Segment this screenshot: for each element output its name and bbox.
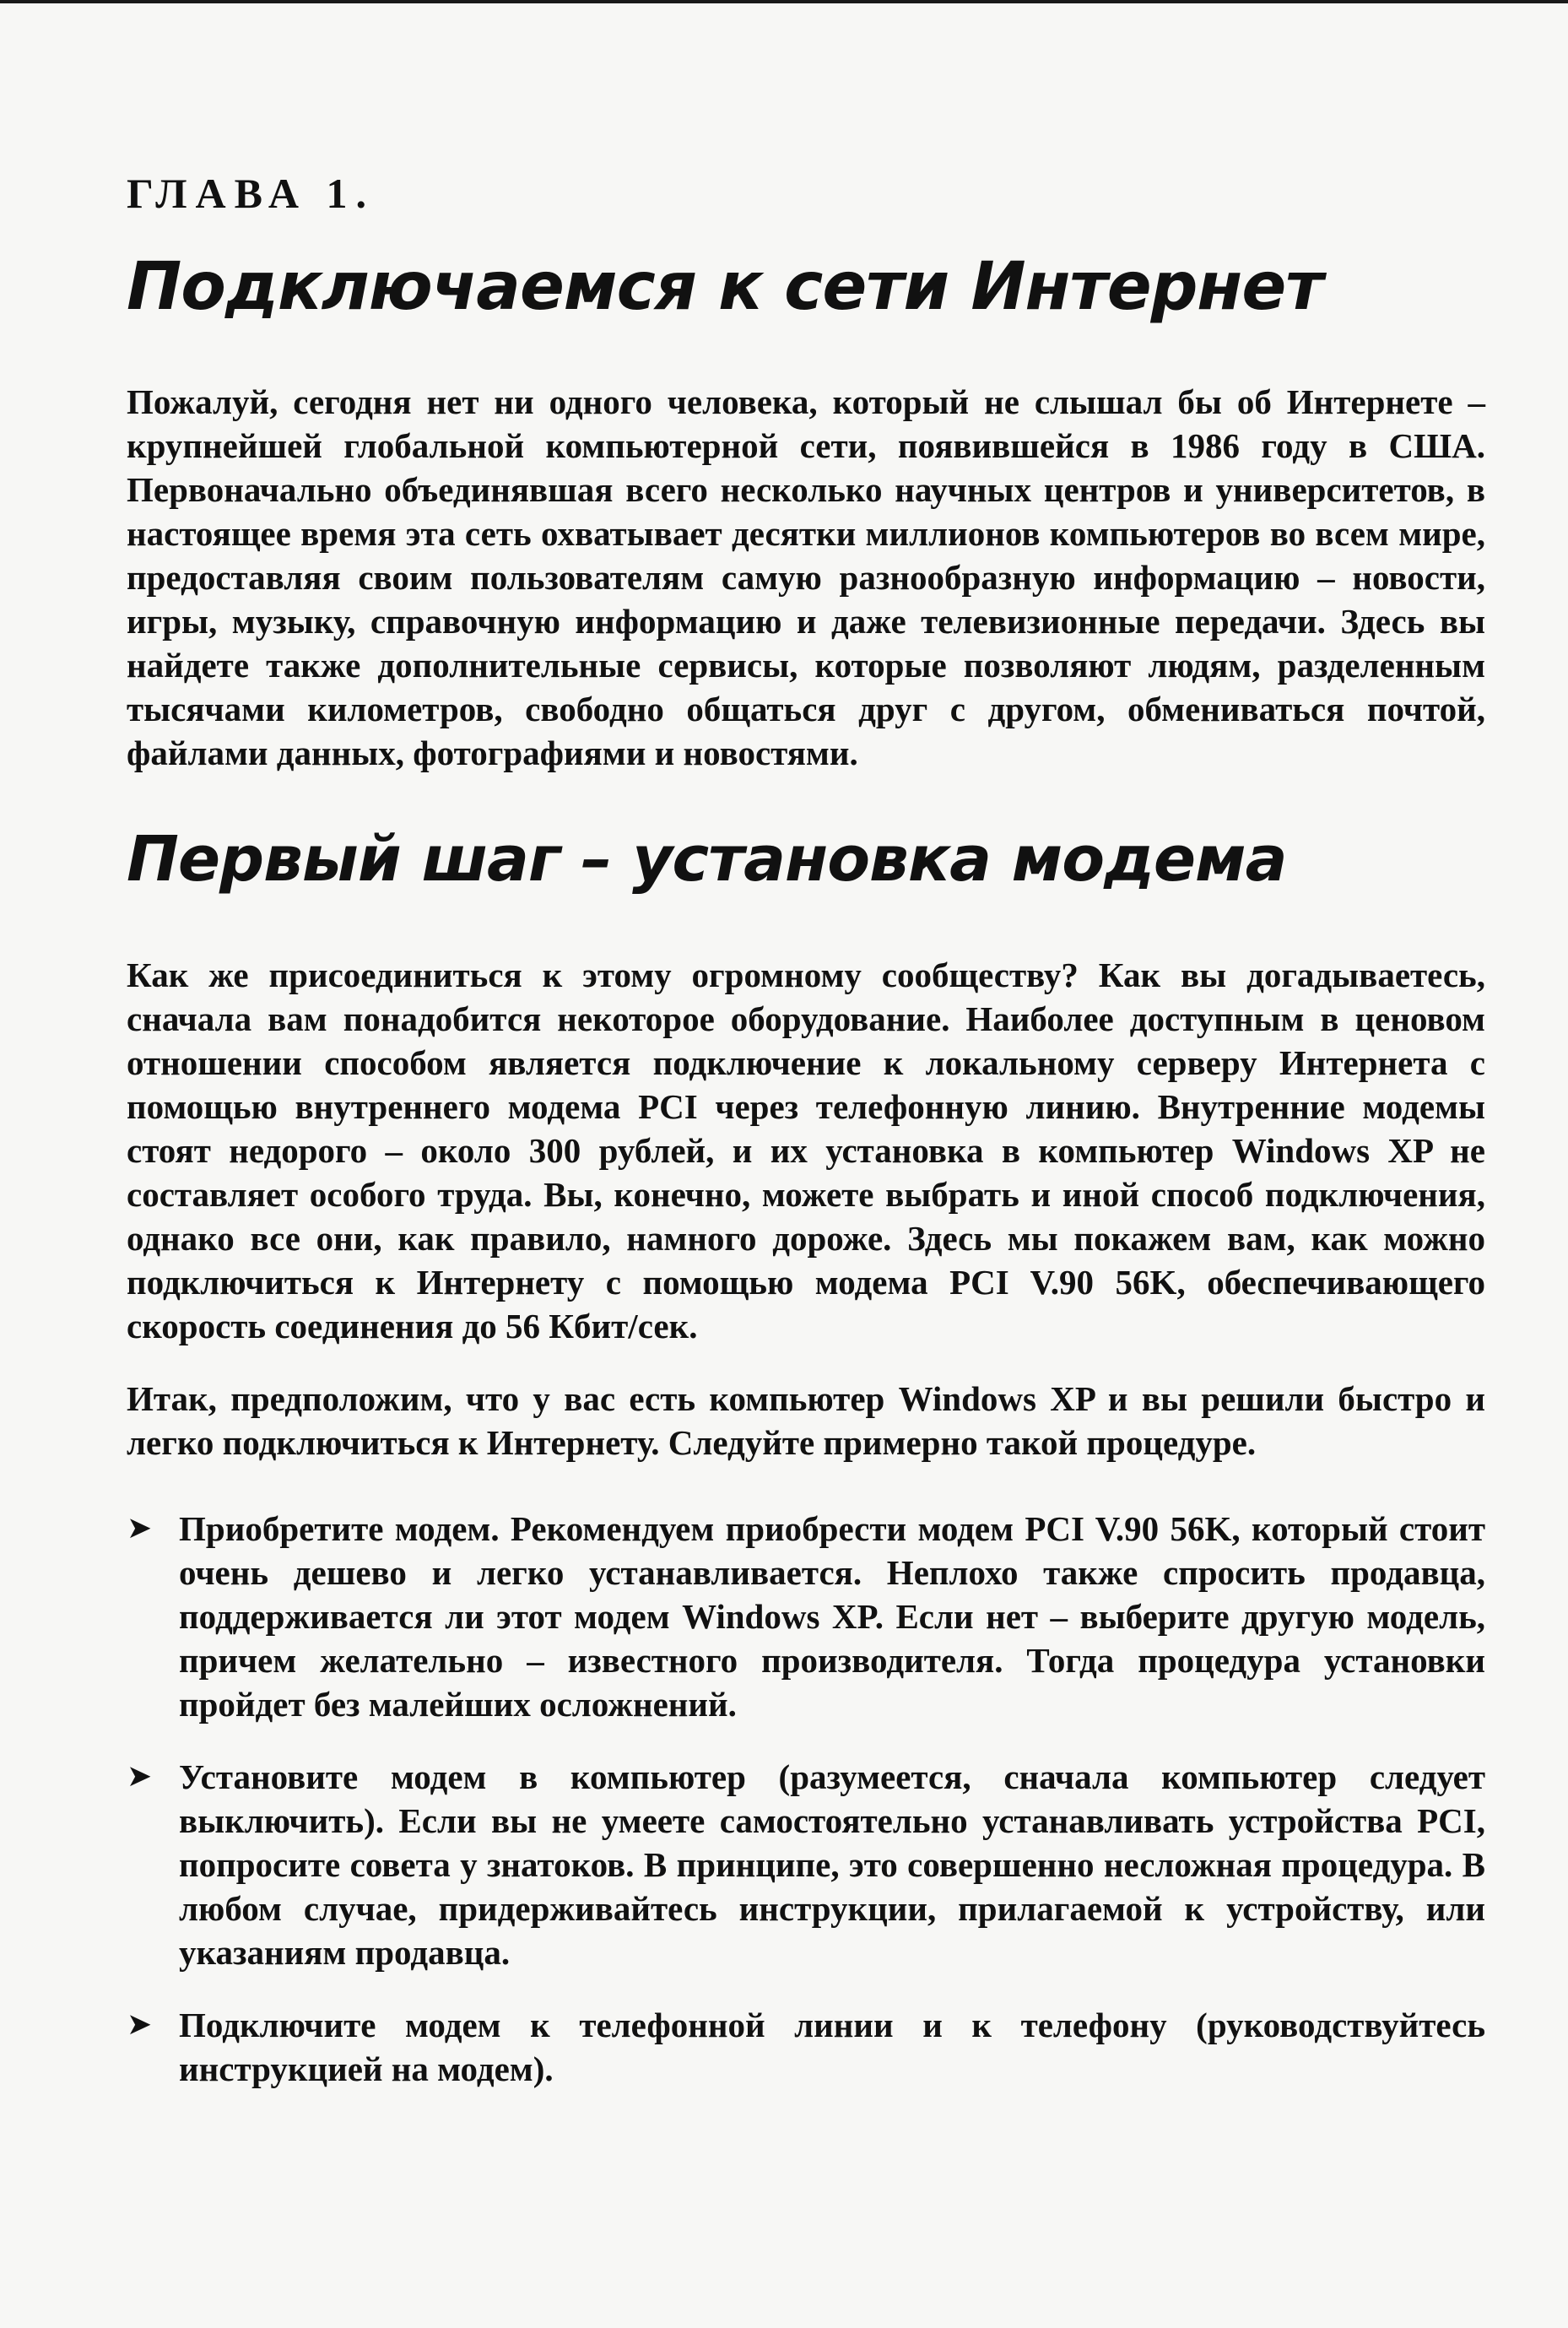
arrow-bullet-icon: ➤ <box>127 1759 153 1795</box>
arrow-bullet-icon: ➤ <box>127 1511 153 1546</box>
step-text: Установите модем в компьютер (разумеется, сначала компьютер следует выключить). Если вы не умеете самостоятельно устанавливать устройства PCI, попросите совета у знатоков. В принципе, это совершенно несложная процедура. В любом случае, придерживайтесь инструкции, прилагаемой к устройству, или указаниям продавца. <box>179 1757 1485 1973</box>
page <box>127 169 1485 2120</box>
top-rule <box>0 0 1568 3</box>
chapter-title: Подключаемся к сети Интернет <box>127 249 1323 325</box>
section-title: Первый шаг – установка модема <box>127 822 1287 896</box>
chapter-label: ГЛАВА 1. <box>127 170 375 217</box>
intro-paragraph: Пожалуй, сегодня нет ни одного человека, который не слышал бы об Интернете – крупнейшей глобальной компьютерной сети, появившейся в 1986 году в США. Первоначально объединявшая всего несколько научных центров и университетов, в настоящее время эта сеть охватывает десятки миллионов компьютеров во всем мире, предоставляя своим пользователям самую разнообразную информацию – новости, игры, музыку, справочную информацию и даже телевизионные передачи. Здесь вы найдете также дополнительные сервисы, которые позволяют людям, разделенным тысячами километров, свободно общаться друг с другом, обмениваться почтой, файлами данных, фотографиями и новостями. <box>127 382 1485 772</box>
step-text: Приобретите модем. Рекомендуем приобрести модем PCI V.90 56K, который стоит очень дешево и легко устанавливается. Неплохо также спросить продавца, поддерживается ли этот модем Windows XP. Если нет – выберите другую модель, причем желательно – известного производителя. Тогда процедура установки пройдет без малейших осложнений. <box>179 1509 1485 1724</box>
arrow-bullet-icon: ➤ <box>127 2007 153 2043</box>
steps-list <box>127 1507 1485 2091</box>
section-paragraph-2: Итак, предположим, что у вас есть компьютер Windows XP и вы решили быстро и легко подключиться к Интернету. Следуйте примерно такой процедуре. <box>127 1379 1485 1463</box>
list-item <box>127 1507 1485 1726</box>
list-item <box>127 2003 1485 2091</box>
list-item <box>127 1755 1485 1974</box>
step-text: Подключите модем к телефонной линии и к телефону (руководствуйтесь инструкцией на модем). <box>179 2006 1485 2089</box>
section-paragraph-1: Как же присоединиться к этому огромному сообществу? Как вы догадываетесь, сначала вам понадобится некоторое оборудование. Наиболее доступным в ценовом отношении способом является подключение к локальному серверу Интернета с помощью внутреннего модема PCI через телефонную линию. Внутренние модемы стоят недорого – около 300 рублей, и их установка в компьютер Windows XP не составляет особого труда. Вы, конечно, можете выбрать и иной способ подключения, однако все они, как правило, намного дороже. Здесь мы покажем вам, как можно подключиться к Интернету с помощью модема PCI V.90 56K, обеспечивающего скорость соединения до 56 Кбит/сек. <box>127 956 1485 1346</box>
